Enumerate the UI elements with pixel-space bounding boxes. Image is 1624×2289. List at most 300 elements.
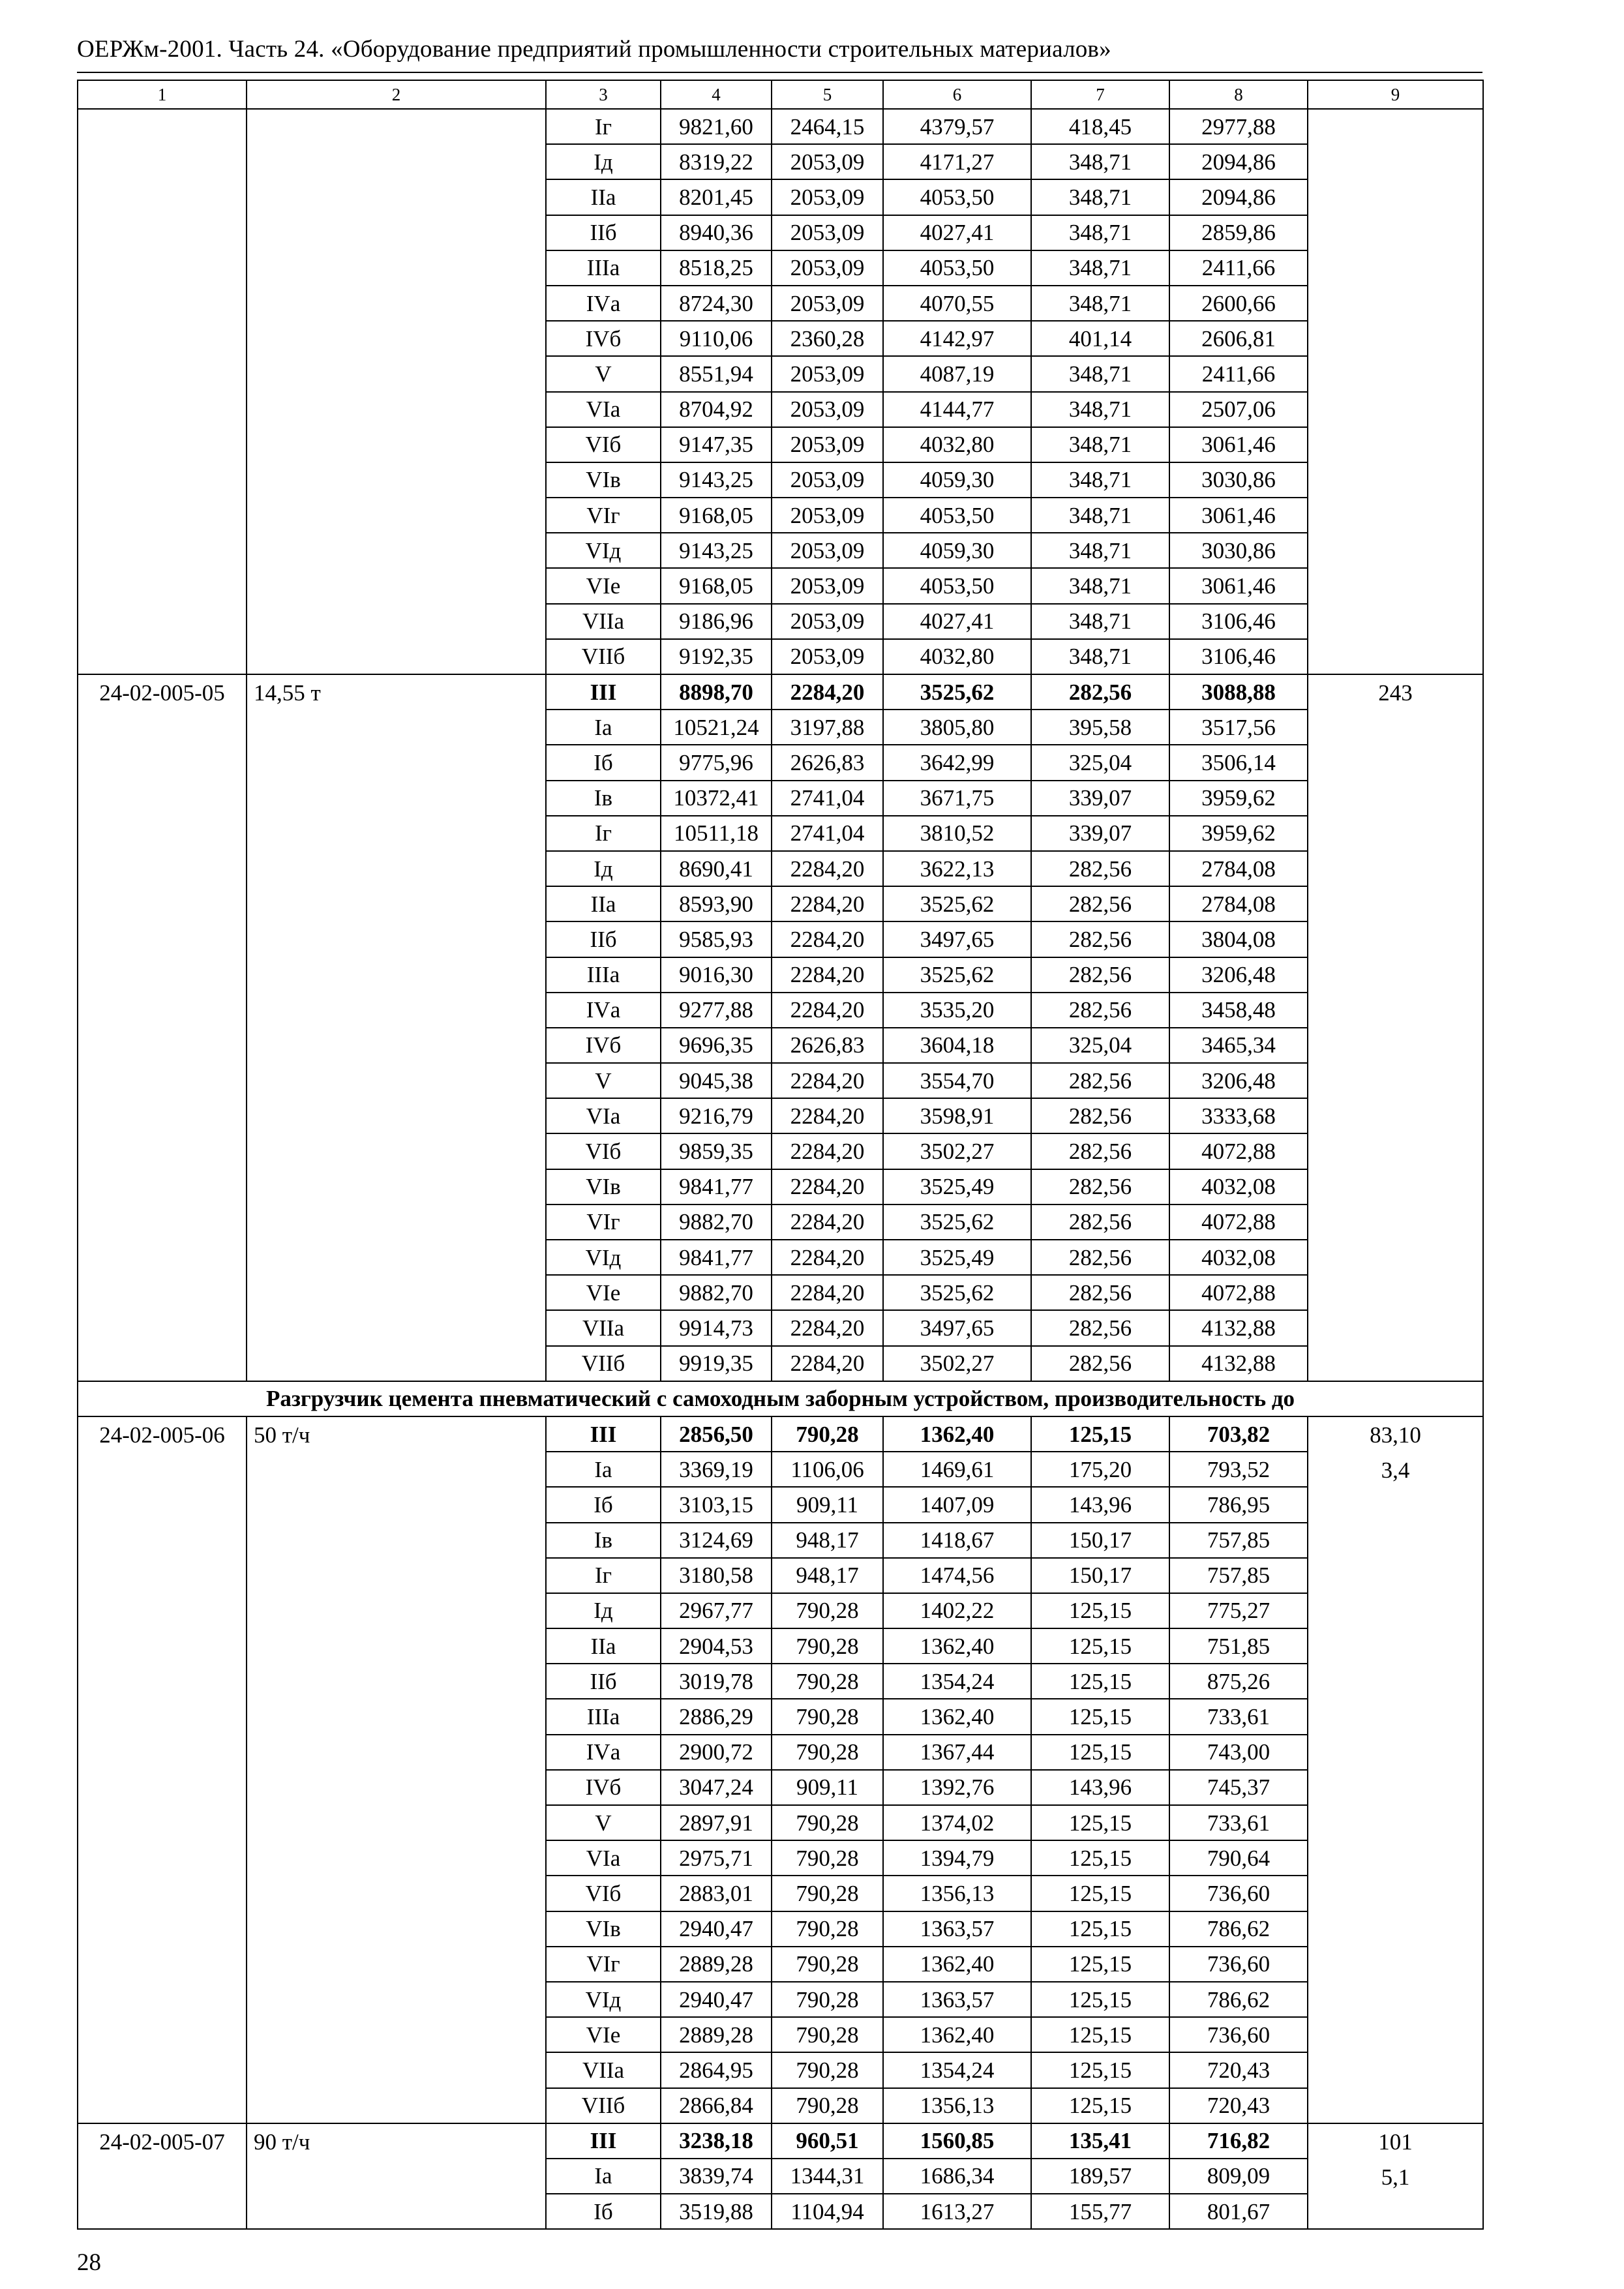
zone-code: VIб [546, 1876, 661, 1911]
value-col-8: 3088,88 [1169, 674, 1308, 710]
zone-code: III [546, 2123, 661, 2159]
value-col-8: 809,09 [1169, 2159, 1308, 2194]
value-col-4: 9147,35 [661, 427, 772, 462]
value-col-6: 4053,50 [883, 568, 1031, 603]
value-col-8: 743,00 [1169, 1735, 1308, 1770]
zone-code: Iв [546, 781, 661, 816]
value-col-8: 786,95 [1169, 1487, 1308, 1522]
value-col-7: 282,56 [1031, 993, 1169, 1028]
table-row [78, 1416, 1483, 1452]
value-col-6: 1354,24 [883, 1664, 1031, 1699]
value-col-8: 736,60 [1169, 1876, 1308, 1911]
value-col-7: 348,71 [1031, 179, 1169, 215]
value-col-8: 2977,88 [1169, 109, 1308, 144]
value-col-6: 3497,65 [883, 1310, 1031, 1345]
resource-spec [247, 109, 546, 674]
value-col-8: 2606,81 [1169, 321, 1308, 356]
value-col-4: 8940,36 [661, 215, 772, 250]
value-col-5: 2284,20 [772, 1275, 883, 1310]
value-col-4: 9585,93 [661, 921, 772, 957]
col9-values [1308, 1416, 1483, 2123]
value-col-8: 2094,86 [1169, 144, 1308, 179]
value-col-6: 3525,62 [883, 674, 1031, 710]
zone-code: IIа [546, 179, 661, 215]
value-col-7: 348,71 [1031, 250, 1169, 286]
zone-code: IIIа [546, 957, 661, 993]
value-col-5: 2284,20 [772, 1310, 883, 1345]
value-col-6: 3671,75 [883, 781, 1031, 816]
value-col-8: 3030,86 [1169, 533, 1308, 568]
value-col-5: 790,28 [772, 2052, 883, 2087]
column-number-row [78, 80, 1483, 109]
value-col-5: 960,51 [772, 2123, 883, 2159]
value-col-7: 282,56 [1031, 1169, 1169, 1204]
value-col-6: 3525,49 [883, 1240, 1031, 1275]
zone-code: VIб [546, 427, 661, 462]
value-col-5: 948,17 [772, 1558, 883, 1593]
value-col-8: 3206,48 [1169, 957, 1308, 993]
value-col-6: 1402,22 [883, 1593, 1031, 1628]
value-col-4: 3180,58 [661, 1558, 772, 1593]
page-header-title: ОЕРЖм-2001. Часть 24. «Оборудование предприятий промышленности строительных материалов» [77, 36, 1111, 63]
value-col-6: 3622,13 [883, 851, 1031, 886]
value-col-8: 720,43 [1169, 2088, 1308, 2123]
value-col-5: 790,28 [772, 1911, 883, 1947]
value-col-7: 325,04 [1031, 1028, 1169, 1063]
zone-code: VIа [546, 1840, 661, 1876]
value-col-5: 2626,83 [772, 745, 883, 780]
resource-spec: 50 т/ч [247, 1416, 546, 2123]
value-col-7: 125,15 [1031, 2017, 1169, 2052]
zone-code: IVа [546, 286, 661, 321]
value-col-6: 4171,27 [883, 144, 1031, 179]
value-col-5: 790,28 [772, 1664, 883, 1699]
value-col-7: 125,15 [1031, 1628, 1169, 1664]
value-col-5: 2053,09 [772, 533, 883, 568]
value-col-6: 1469,61 [883, 1452, 1031, 1487]
value-col-7: 125,15 [1031, 1876, 1169, 1911]
column-number-1: 1 [78, 80, 247, 109]
value-col-8: 4032,08 [1169, 1169, 1308, 1204]
zone-code: VIв [546, 1911, 661, 1947]
column-number-3: 3 [546, 80, 661, 109]
zone-code: Iд [546, 851, 661, 886]
page-number: 28 [77, 2249, 101, 2276]
value-col-7: 135,41 [1031, 2123, 1169, 2159]
zone-code: IIа [546, 1628, 661, 1664]
value-col-7: 125,15 [1031, 1805, 1169, 1840]
value-col-4: 3124,69 [661, 1523, 772, 1558]
zone-code: V [546, 1805, 661, 1840]
value-col-7: 348,71 [1031, 286, 1169, 321]
zone-code: Iв [546, 1523, 661, 1558]
zone-code: IVб [546, 1028, 661, 1063]
zone-code: VIд [546, 1982, 661, 2017]
value-col-4: 2904,53 [661, 1628, 772, 1664]
value-col-6: 4032,80 [883, 427, 1031, 462]
zone-code: III [546, 674, 661, 710]
value-col-6: 1374,02 [883, 1805, 1031, 1840]
value-col-4: 8593,90 [661, 886, 772, 921]
value-col-8: 733,61 [1169, 1699, 1308, 1734]
value-col-4: 3103,15 [661, 1487, 772, 1522]
value-col-4: 8724,30 [661, 286, 772, 321]
zone-code: VIIа [546, 2052, 661, 2087]
value-col-8: 757,85 [1169, 1558, 1308, 1593]
value-col-5: 2053,09 [772, 604, 883, 639]
value-col-4: 9919,35 [661, 1346, 772, 1381]
value-col-4: 9882,70 [661, 1275, 772, 1310]
resource-code: 24-02-005-05 [78, 674, 247, 1381]
value-col-7: 282,56 [1031, 957, 1169, 993]
value-col-8: 3061,46 [1169, 427, 1308, 462]
zone-code: V [546, 356, 661, 391]
value-col-5: 790,28 [772, 1416, 883, 1452]
value-col-4: 10511,18 [661, 816, 772, 851]
column-number-6: 6 [883, 80, 1031, 109]
value-col-7: 282,56 [1031, 1310, 1169, 1345]
zone-code: VIе [546, 2017, 661, 2052]
value-col-4: 8319,22 [661, 144, 772, 179]
zone-code: VIд [546, 1240, 661, 1275]
value-col-4: 3047,24 [661, 1770, 772, 1805]
value-col-8: 3458,48 [1169, 993, 1308, 1028]
zone-code: IVб [546, 321, 661, 356]
value-col-5: 2053,09 [772, 462, 883, 498]
value-col-4: 9859,35 [661, 1133, 772, 1169]
value-col-7: 348,71 [1031, 392, 1169, 427]
value-col-6: 4032,80 [883, 639, 1031, 674]
value-col-4: 3369,19 [661, 1452, 772, 1487]
value-col-6: 1362,40 [883, 1947, 1031, 1982]
value-col-4: 9216,79 [661, 1098, 772, 1133]
value-col-6: 3535,20 [883, 993, 1031, 1028]
value-col-7: 339,07 [1031, 781, 1169, 816]
value-col-7: 282,56 [1031, 1346, 1169, 1381]
value-col-4: 10372,41 [661, 781, 772, 816]
value-col-8: 4132,88 [1169, 1346, 1308, 1381]
col9-value: 243 [1378, 680, 1413, 706]
value-col-4: 9016,30 [661, 957, 772, 993]
value-col-5: 2360,28 [772, 321, 883, 356]
value-col-6: 3502,27 [883, 1346, 1031, 1381]
value-col-8: 3061,46 [1169, 498, 1308, 533]
zone-code: IIа [546, 886, 661, 921]
rates-table [77, 80, 1484, 2230]
zone-code: IVб [546, 1770, 661, 1805]
zone-code: VIIб [546, 639, 661, 674]
value-col-8: 3106,46 [1169, 604, 1308, 639]
value-col-7: 150,17 [1031, 1558, 1169, 1593]
value-col-5: 790,28 [772, 1628, 883, 1664]
value-col-7: 348,71 [1031, 498, 1169, 533]
table-row [78, 109, 1483, 144]
value-col-5: 2284,20 [772, 851, 883, 886]
value-col-4: 9192,35 [661, 639, 772, 674]
value-col-6: 1367,44 [883, 1735, 1031, 1770]
value-col-7: 339,07 [1031, 816, 1169, 851]
value-col-8: 3106,46 [1169, 639, 1308, 674]
value-col-5: 2053,09 [772, 639, 883, 674]
value-col-5: 790,28 [772, 1735, 883, 1770]
value-col-6: 3604,18 [883, 1028, 1031, 1063]
value-col-4: 3238,18 [661, 2123, 772, 2159]
value-col-6: 1354,24 [883, 2052, 1031, 2087]
zone-code: IIIа [546, 1699, 661, 1734]
value-col-7: 143,96 [1031, 1770, 1169, 1805]
value-col-4: 2940,47 [661, 1982, 772, 2017]
zone-code: VIг [546, 498, 661, 533]
value-col-6: 3642,99 [883, 745, 1031, 780]
zone-code: IVа [546, 993, 661, 1028]
value-col-4: 9775,96 [661, 745, 772, 780]
value-col-7: 125,15 [1031, 1593, 1169, 1628]
value-col-5: 2626,83 [772, 1028, 883, 1063]
value-col-6: 4053,50 [883, 498, 1031, 533]
value-col-8: 720,43 [1169, 2052, 1308, 2087]
zone-code: VIб [546, 1133, 661, 1169]
value-col-4: 9696,35 [661, 1028, 772, 1063]
value-col-4: 8551,94 [661, 356, 772, 391]
zone-code: V [546, 1063, 661, 1098]
value-col-4: 3019,78 [661, 1664, 772, 1699]
value-col-8: 875,26 [1169, 1664, 1308, 1699]
zone-code: Iг [546, 109, 661, 144]
resource-spec: 14,55 т [247, 674, 546, 1381]
value-col-8: 3506,14 [1169, 745, 1308, 780]
zone-code: VIа [546, 392, 661, 427]
value-col-7: 282,56 [1031, 1275, 1169, 1310]
value-col-8: 745,37 [1169, 1770, 1308, 1805]
col9-value: 101 [1378, 2129, 1413, 2155]
zone-code: Iд [546, 144, 661, 179]
value-col-6: 1686,34 [883, 2159, 1031, 2194]
value-col-7: 125,15 [1031, 1735, 1169, 1770]
zone-code: Iб [546, 1487, 661, 1522]
value-col-4: 9882,70 [661, 1204, 772, 1240]
zone-code: Iа [546, 1452, 661, 1487]
value-col-8: 2411,66 [1169, 250, 1308, 286]
column-number-8: 8 [1169, 80, 1308, 109]
value-col-4: 9168,05 [661, 498, 772, 533]
value-col-7: 155,77 [1031, 2194, 1169, 2229]
value-col-4: 9045,38 [661, 1063, 772, 1098]
value-col-6: 1474,56 [883, 1558, 1031, 1593]
value-col-6: 1362,40 [883, 1416, 1031, 1452]
value-col-6: 3525,62 [883, 886, 1031, 921]
value-col-8: 3061,46 [1169, 568, 1308, 603]
value-col-5: 790,28 [772, 1947, 883, 1982]
value-col-5: 2053,09 [772, 286, 883, 321]
value-col-4: 8898,70 [661, 674, 772, 710]
value-col-5: 2741,04 [772, 781, 883, 816]
value-col-5: 948,17 [772, 1523, 883, 1558]
column-number-5: 5 [772, 80, 883, 109]
value-col-7: 348,71 [1031, 533, 1169, 568]
value-col-6: 3810,52 [883, 816, 1031, 851]
value-col-7: 282,56 [1031, 886, 1169, 921]
value-col-5: 2053,09 [772, 179, 883, 215]
value-col-5: 2284,20 [772, 921, 883, 957]
value-col-4: 9841,77 [661, 1169, 772, 1204]
value-col-8: 790,64 [1169, 1840, 1308, 1876]
value-col-7: 282,56 [1031, 921, 1169, 957]
value-col-7: 282,56 [1031, 1063, 1169, 1098]
value-col-5: 2053,09 [772, 427, 883, 462]
zone-code: VIг [546, 1204, 661, 1240]
value-col-8: 786,62 [1169, 1982, 1308, 2017]
value-col-7: 348,71 [1031, 639, 1169, 674]
value-col-8: 4072,88 [1169, 1133, 1308, 1169]
resource-code [78, 109, 247, 674]
value-col-6: 1363,57 [883, 1982, 1031, 2017]
value-col-4: 2866,84 [661, 2088, 772, 2123]
value-col-7: 150,17 [1031, 1523, 1169, 1558]
value-col-4: 2886,29 [661, 1699, 772, 1734]
col9-values [1308, 2123, 1483, 2230]
value-col-6: 4027,41 [883, 604, 1031, 639]
resource-spec: 90 т/ч [247, 2123, 546, 2230]
value-col-5: 2053,09 [772, 215, 883, 250]
value-col-7: 282,56 [1031, 1204, 1169, 1240]
value-col-4: 2889,28 [661, 2017, 772, 2052]
value-col-5: 2053,09 [772, 498, 883, 533]
value-col-5: 2284,20 [772, 1133, 883, 1169]
value-col-5: 2284,20 [772, 1346, 883, 1381]
value-col-5: 2284,20 [772, 993, 883, 1028]
value-col-8: 716,82 [1169, 2123, 1308, 2159]
zone-code: IIб [546, 215, 661, 250]
col9-value: 83,10 [1370, 1422, 1421, 1448]
col9-value: 5,1 [1381, 2164, 1410, 2190]
value-col-8: 2784,08 [1169, 886, 1308, 921]
value-col-8: 2507,06 [1169, 392, 1308, 427]
zone-code: IIб [546, 921, 661, 957]
value-col-5: 2284,20 [772, 1098, 883, 1133]
value-col-8: 757,85 [1169, 1523, 1308, 1558]
value-col-6: 1363,57 [883, 1911, 1031, 1947]
value-col-5: 3197,88 [772, 710, 883, 745]
zone-code: Iд [546, 1593, 661, 1628]
value-col-7: 282,56 [1031, 1240, 1169, 1275]
value-col-7: 189,57 [1031, 2159, 1169, 2194]
value-col-6: 3525,49 [883, 1169, 1031, 1204]
value-col-7: 348,71 [1031, 356, 1169, 391]
value-col-4: 9914,73 [661, 1310, 772, 1345]
value-col-4: 2889,28 [661, 1947, 772, 1982]
value-col-8: 793,52 [1169, 1452, 1308, 1487]
value-col-4: 2967,77 [661, 1593, 772, 1628]
value-col-4: 9277,88 [661, 993, 772, 1028]
value-col-7: 282,56 [1031, 1133, 1169, 1169]
value-col-6: 3525,62 [883, 957, 1031, 993]
value-col-7: 125,15 [1031, 1840, 1169, 1876]
value-col-8: 733,61 [1169, 1805, 1308, 1840]
value-col-6: 4059,30 [883, 533, 1031, 568]
value-col-8: 3030,86 [1169, 462, 1308, 498]
value-col-5: 2284,20 [772, 1204, 883, 1240]
zone-code: Iа [546, 710, 661, 745]
value-col-6: 4087,19 [883, 356, 1031, 391]
value-col-8: 2600,66 [1169, 286, 1308, 321]
value-col-5: 2284,20 [772, 886, 883, 921]
value-col-8: 4072,88 [1169, 1204, 1308, 1240]
value-col-8: 3804,08 [1169, 921, 1308, 957]
value-col-6: 3497,65 [883, 921, 1031, 957]
value-col-6: 4142,97 [883, 321, 1031, 356]
value-col-8: 3206,48 [1169, 1063, 1308, 1098]
section-title-row [78, 1381, 1483, 1416]
value-col-6: 1418,67 [883, 1523, 1031, 1558]
value-col-5: 790,28 [772, 1593, 883, 1628]
value-col-5: 1344,31 [772, 2159, 883, 2194]
value-col-8: 4072,88 [1169, 1275, 1308, 1310]
value-col-6: 1362,40 [883, 1628, 1031, 1664]
value-col-4: 10521,24 [661, 710, 772, 745]
value-col-8: 801,67 [1169, 2194, 1308, 2229]
value-col-7: 125,15 [1031, 1664, 1169, 1699]
value-col-7: 125,15 [1031, 1699, 1169, 1734]
value-col-4: 8201,45 [661, 179, 772, 215]
value-col-6: 3805,80 [883, 710, 1031, 745]
value-col-6: 3554,70 [883, 1063, 1031, 1098]
value-col-8: 4132,88 [1169, 1310, 1308, 1345]
value-col-6: 1362,40 [883, 1699, 1031, 1734]
value-col-7: 418,45 [1031, 109, 1169, 144]
value-col-4: 9186,96 [661, 604, 772, 639]
value-col-5: 1106,06 [772, 1452, 883, 1487]
value-col-4: 2864,95 [661, 2052, 772, 2087]
zone-code: VIа [546, 1098, 661, 1133]
value-col-7: 125,15 [1031, 1911, 1169, 1947]
zone-code: VIIа [546, 604, 661, 639]
value-col-7: 125,15 [1031, 2052, 1169, 2087]
value-col-7: 395,58 [1031, 710, 1169, 745]
value-col-8: 3465,34 [1169, 1028, 1308, 1063]
value-col-7: 282,56 [1031, 1098, 1169, 1133]
col9-values [1308, 674, 1483, 1381]
value-col-4: 9821,60 [661, 109, 772, 144]
zone-code: VIе [546, 1275, 661, 1310]
value-col-8: 751,85 [1169, 1628, 1308, 1664]
value-col-6: 4027,41 [883, 215, 1031, 250]
value-col-7: 348,71 [1031, 215, 1169, 250]
value-col-8: 3959,62 [1169, 781, 1308, 816]
value-col-5: 2284,20 [772, 674, 883, 710]
value-col-4: 2883,01 [661, 1876, 772, 1911]
value-col-6: 1613,27 [883, 2194, 1031, 2229]
value-col-5: 909,11 [772, 1770, 883, 1805]
value-col-8: 736,60 [1169, 1947, 1308, 1982]
zone-code: VIIа [546, 1310, 661, 1345]
value-col-6: 3525,62 [883, 1275, 1031, 1310]
value-col-6: 4144,77 [883, 392, 1031, 427]
value-col-5: 2053,09 [772, 144, 883, 179]
value-col-4: 2900,72 [661, 1735, 772, 1770]
value-col-7: 348,71 [1031, 568, 1169, 603]
zone-code: Iг [546, 1558, 661, 1593]
col9-value: 3,4 [1381, 1457, 1410, 1483]
header-rule [77, 72, 1482, 73]
value-col-8: 736,60 [1169, 2017, 1308, 2052]
value-col-4: 9110,06 [661, 321, 772, 356]
zone-code: Iг [546, 816, 661, 851]
value-col-7: 125,15 [1031, 1416, 1169, 1452]
value-col-5: 790,28 [772, 1840, 883, 1876]
value-col-6: 1560,85 [883, 2123, 1031, 2159]
value-col-8: 4032,08 [1169, 1240, 1308, 1275]
value-col-5: 2053,09 [772, 356, 883, 391]
